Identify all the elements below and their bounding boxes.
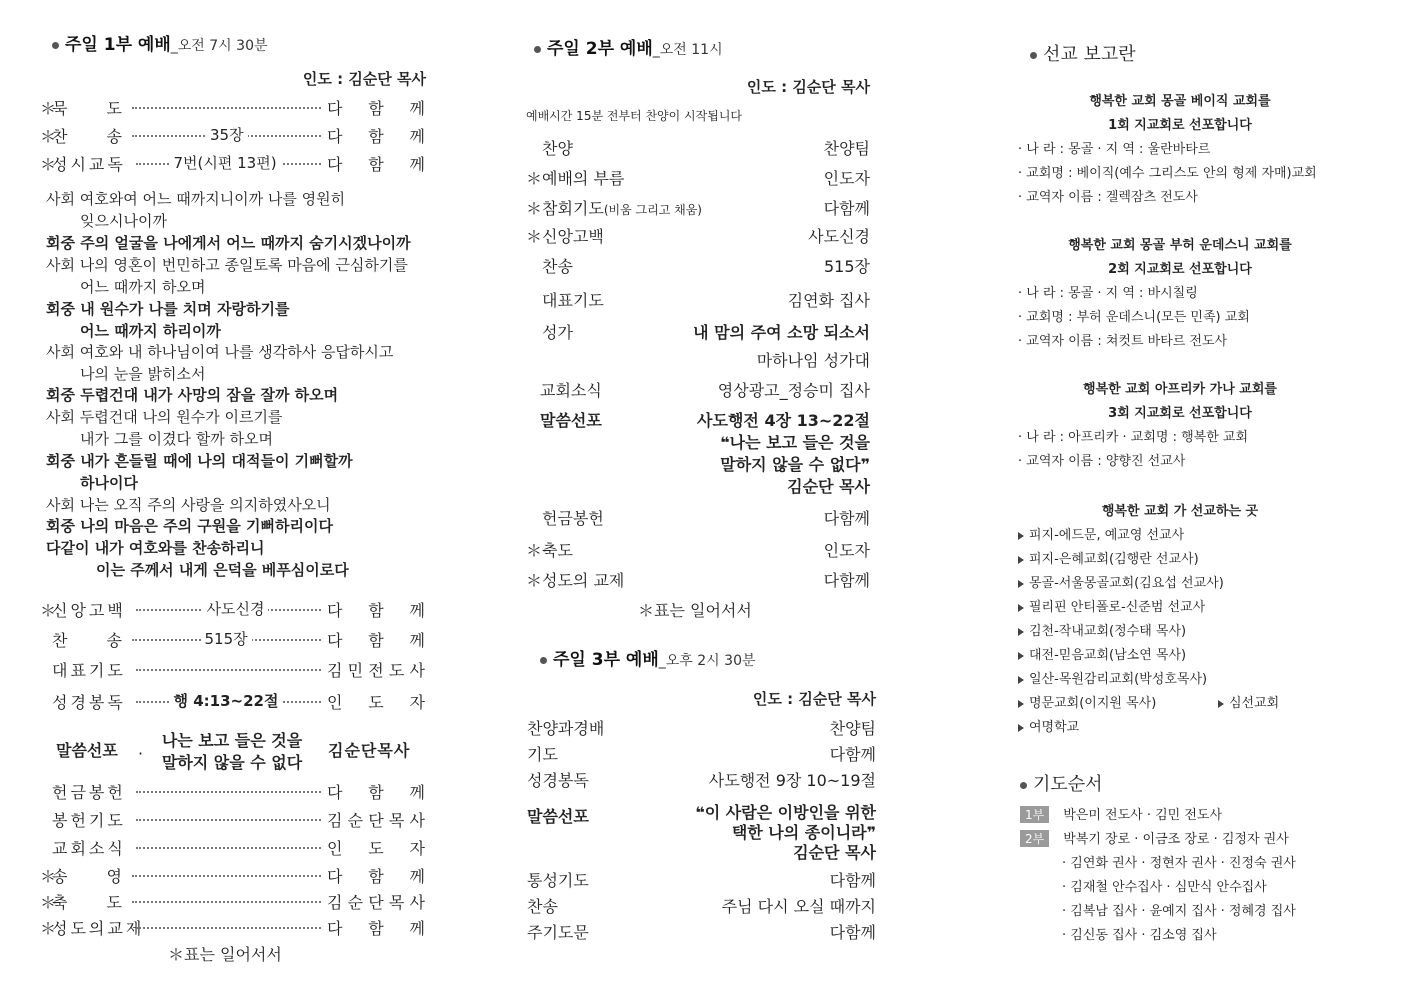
star-mark: ＊ xyxy=(526,571,543,590)
order-row xyxy=(40,836,425,858)
mission-place-text: 명문교회(이지원 목사) xyxy=(1029,696,1157,711)
star-mark: ＊ xyxy=(40,601,57,620)
order-responsible: 다함께 xyxy=(823,571,870,590)
service2-title: 주일 2부 예배 xyxy=(547,39,653,59)
order-label-text: 성도의 교제 xyxy=(542,571,625,590)
mission-block-line: · 교회명 : 부허 운데스니(모든 민족) 교회 xyxy=(1018,310,1250,325)
order-label: 성시교독 xyxy=(52,155,126,174)
service2-note: 예배시간 15분 전부터 찬양이 시작됩니다 xyxy=(526,109,743,123)
service2-leader: 인도 : 김순단 목사 xyxy=(746,78,870,96)
mission-block-subheading: 3회 지교회로 선포합니다 xyxy=(1108,406,1252,421)
service3-leader: 인도 : 김순단 목사 xyxy=(752,690,876,708)
prayer-badge-2: 2부 xyxy=(1020,830,1049,847)
service3-time: _오후 2시 30분 xyxy=(658,653,756,669)
order-responsible: 인도자 xyxy=(823,541,870,560)
responsive-line: 사회 여호와 내 하나님이여 나를 생각하사 응답하시고 xyxy=(46,343,394,361)
order-responsible-char: 께 xyxy=(409,867,425,886)
order-label: 찬송 xyxy=(527,897,558,916)
order-responsible-char: 단 xyxy=(368,811,384,830)
star-mark: ＊ xyxy=(526,199,543,218)
mission-place-item xyxy=(1018,596,1205,615)
star-mark: ＊ xyxy=(40,155,57,174)
order-row xyxy=(40,890,425,912)
triangle-bullet-icon xyxy=(1018,700,1024,708)
order-label xyxy=(542,196,702,219)
service2-time: _오전 11시 xyxy=(652,42,723,58)
order-responsible: 사도신경 xyxy=(808,227,870,246)
mission-place-item xyxy=(1018,644,1186,663)
order-responsible xyxy=(327,780,425,803)
mission-column xyxy=(1000,0,1403,992)
order-detail: 515장 xyxy=(201,628,252,649)
responsive-line: 나의 눈을 밝히소서 xyxy=(80,365,206,383)
order-label xyxy=(542,288,604,311)
responsive-line: 회중 내 원수가 나를 치며 자랑하기를 xyxy=(46,300,290,318)
order-responsible-char: 자 xyxy=(409,839,425,858)
service1-sermon-title-2: 말하지 않을 수 없다 xyxy=(161,753,303,772)
order-responsible-char: 순 xyxy=(347,893,364,912)
order-responsible-char: 자 xyxy=(409,693,425,712)
mission-places-heading: 행복한 교회 가 선교하는 곳 xyxy=(1101,504,1259,519)
mission-place-text: 김천-작내교회(정수태 목사) xyxy=(1029,624,1187,639)
order-responsible-char: 도 xyxy=(368,693,384,712)
service3-heading xyxy=(540,645,756,670)
order-label: 주기도문 xyxy=(527,923,589,942)
order-responsible-char: 다 xyxy=(327,867,343,886)
order-label: 봉헌기도 xyxy=(52,811,126,830)
mission-block-heading: 행복한 교회 몽골 베이직 교회를 xyxy=(1089,94,1271,109)
prayer-more-line: · 김연화 권사 · 정현자 권사 · 진정숙 권사 xyxy=(1062,856,1296,871)
order-label: 기도 xyxy=(527,745,558,764)
order-responsible: 다함께 xyxy=(823,509,870,528)
mission-block-line: · 교역자 이름 : 겔렉잠츠 전도사 xyxy=(1018,190,1198,205)
order-responsible: 다함께 xyxy=(829,745,876,764)
dot-leader xyxy=(136,847,321,849)
order-detail: 35장 xyxy=(206,124,248,145)
order-label: 성도의교제 xyxy=(52,919,145,938)
prayer-more-line: · 김복남 집사 · 윤예지 집사 · 정혜경 집사 xyxy=(1062,904,1296,919)
star-mark: ＊ xyxy=(526,541,543,560)
mission-place-item xyxy=(1018,716,1079,735)
order-responsible xyxy=(327,96,425,119)
order-responsible-char: 께 xyxy=(409,155,425,174)
order-responsible-char: 께 xyxy=(409,127,425,146)
order-responsible-char: 인 xyxy=(327,839,343,858)
prayer-row-1: 1부 박은미 전도사 · 김민 전도사 xyxy=(1020,804,1222,823)
mission-place-item xyxy=(1018,620,1186,639)
mission-place-item xyxy=(1018,548,1199,567)
triangle-bullet-icon xyxy=(1218,700,1224,708)
mission-block-line: · 나 라 : 아프리카 · 교회명 : 행복한 교회 xyxy=(1018,430,1249,445)
mission-block-heading: 행복한 교회 아프리카 가나 교회를 xyxy=(1083,382,1277,397)
mission-place-item xyxy=(1018,524,1184,543)
order-responsible-char: 김 xyxy=(327,661,343,680)
order-responsible-char: 함 xyxy=(368,99,384,118)
triangle-bullet-icon xyxy=(1018,532,1024,540)
responsive-line: 하나이다 xyxy=(80,474,138,492)
mission-block-heading: 행복한 교회 몽골 부허 운데스니 교회를 xyxy=(1068,238,1292,253)
bullet-icon xyxy=(52,42,59,49)
responsive-line: 어느 때까지 하리이까 xyxy=(80,322,221,340)
order-label-text: 축도 xyxy=(542,541,573,560)
service2-stand-note: ＊표는 일어서서 xyxy=(638,601,752,620)
service2-sermon-title-2: 말하지 않을 수 없다❞ xyxy=(720,455,870,474)
mission-title: 선교 보고란 xyxy=(1043,44,1136,65)
service2-heading xyxy=(534,34,723,59)
responsive-line: 사회 나는 오직 주의 사랑을 의지하였사오니 xyxy=(46,496,331,514)
order-label-text: 참회기도 xyxy=(542,199,604,218)
order-responsible xyxy=(327,124,425,147)
order-responsible-char: 순 xyxy=(347,811,364,830)
dot-leader xyxy=(132,901,321,903)
service1-heading xyxy=(52,30,268,55)
service3-sermon-label: 말씀선포 xyxy=(527,807,589,826)
mission-block-line: · 나 라 : 몽골 · 지 역 : 울란바타르 xyxy=(1018,142,1211,157)
order-label: 성경봉독 xyxy=(52,693,126,712)
order-responsible: 515장 xyxy=(824,257,870,276)
order-responsible-char: 사 xyxy=(409,893,425,912)
triangle-bullet-icon xyxy=(1018,580,1024,588)
order-responsible-char: 함 xyxy=(368,127,384,146)
order-label: 송 영 xyxy=(52,867,122,886)
order-responsible-char: 함 xyxy=(368,919,384,938)
order-row xyxy=(40,598,425,620)
star-mark: ＊ xyxy=(40,867,57,886)
service2-sermon-ref: 사도행전 4장 13~22절 xyxy=(697,411,870,430)
star-mark: ＊ xyxy=(40,919,57,938)
order-responsible-char: 다 xyxy=(327,127,343,146)
order-responsible: 찬양팀 xyxy=(823,139,870,158)
mission-place-text: 일산-목원감리교회(박성호목사) xyxy=(1029,672,1208,687)
bullet-icon xyxy=(540,657,547,664)
order-responsible: 다함께 xyxy=(829,923,876,942)
order-responsible-char: 도 xyxy=(388,661,405,680)
responsive-line: 회중 내가 흔들릴 때에 나의 대적들이 기뻐할까 xyxy=(46,452,353,470)
triangle-bullet-icon xyxy=(1018,604,1024,612)
order-label-text: 헌금봉헌 xyxy=(542,509,604,528)
triangle-bullet-icon xyxy=(1018,628,1024,636)
prayer-heading xyxy=(1020,770,1103,796)
order-responsible-char: 함 xyxy=(368,601,384,620)
order-responsible xyxy=(327,628,425,651)
mission-block-line: · 교회명 : 베이직(예수 그리스도 안의 형제 자매)교회 xyxy=(1018,166,1317,181)
order-row xyxy=(40,864,425,886)
order-responsible-char: 다 xyxy=(327,919,343,938)
order-responsible xyxy=(327,808,425,831)
order-responsible xyxy=(327,152,425,175)
prayer-title: 기도순서 xyxy=(1033,774,1103,795)
mission-place-text: 필리핀 안티폴로-신준범 선교사 xyxy=(1029,600,1206,615)
order-responsible-char: 목 xyxy=(388,893,405,912)
responsive-line: 잊으시나이까 xyxy=(80,212,167,230)
service1-title: 주일 1부 예배 xyxy=(65,35,171,55)
responsive-line: 이는 주께서 내게 은덕을 베푸심이로다 xyxy=(96,561,349,579)
order-responsible-char: 께 xyxy=(409,99,425,118)
triangle-bullet-icon xyxy=(1018,652,1024,660)
order-responsible-char: 민 xyxy=(347,661,364,680)
order-label: 대표기도 xyxy=(52,661,126,680)
order-responsible: 내 맘의 주여 소망 되소서 xyxy=(693,323,870,342)
order-label xyxy=(542,538,573,561)
order-responsible: 인도자 xyxy=(823,169,870,188)
order-label xyxy=(542,320,573,343)
order-row xyxy=(40,916,425,938)
service1-column xyxy=(0,0,450,992)
mission-place-item xyxy=(1018,668,1207,687)
order-responsible-char: 함 xyxy=(368,867,384,886)
order-responsible-char: 함 xyxy=(368,155,384,174)
order-responsible xyxy=(327,690,425,713)
order-responsible-char: 께 xyxy=(409,601,425,620)
bullet-icon xyxy=(534,46,541,53)
order-label-text: 대표기도 xyxy=(542,291,604,310)
order-responsible-char: 께 xyxy=(409,631,425,650)
order-responsible-char: 인 xyxy=(327,693,343,712)
order-responsible xyxy=(327,598,425,621)
responsive-line: 다같이 내가 여호와를 찬송하리니 xyxy=(46,539,265,557)
order-label xyxy=(542,224,604,247)
order-label: 축 도 xyxy=(52,893,122,912)
mission-place-text: 피지-은혜교회(김행란 선교사) xyxy=(1029,552,1199,567)
service1-leader: 인도 : 김순단 목사 xyxy=(302,70,426,88)
order-row xyxy=(40,690,425,712)
order-label: 신앙고백 xyxy=(52,601,126,620)
order-row xyxy=(40,124,425,146)
mission-place-text: 여명학교 xyxy=(1029,720,1080,735)
mission-block-subheading: 2회 지교회로 선포합니다 xyxy=(1108,262,1252,277)
mission-block-line: · 나 라 : 몽골 · 지 역 : 바시칠링 xyxy=(1018,286,1198,301)
star-mark: ＊ xyxy=(526,169,543,188)
service3-sermon-title-1: ❝이 사람은 이방인을 위한 xyxy=(695,803,876,822)
responsive-line: 사회 두렵건대 나의 원수가 이르기를 xyxy=(46,408,283,426)
triangle-bullet-icon xyxy=(1018,724,1024,732)
service1-sermon-label: 말씀선포 xyxy=(56,741,118,760)
order-responsible-char: 께 xyxy=(409,783,425,802)
order-row xyxy=(40,780,425,802)
star-mark: ＊ xyxy=(40,893,57,912)
order-row xyxy=(40,152,425,174)
order-detail: 행 4:13~22절 xyxy=(170,690,283,711)
order-label-text: 찬송 xyxy=(542,257,573,276)
order-responsible xyxy=(327,836,425,859)
order-label: 헌금봉헌 xyxy=(52,783,126,802)
order-label xyxy=(542,166,624,189)
order-responsible-char: 다 xyxy=(327,601,343,620)
order-row xyxy=(40,96,425,118)
prayer-more-line: · 김신동 집사 · 김소영 집사 xyxy=(1062,928,1217,943)
order-responsible: 주님 다시 오실 때까지 xyxy=(721,897,876,916)
order-responsible-char: 김 xyxy=(327,811,343,830)
order-label xyxy=(542,506,604,529)
order-responsible: 김연화 집사 xyxy=(787,291,870,310)
order-responsible-char: 김 xyxy=(327,893,343,912)
service2-sermon-label: 말씀선포 xyxy=(540,411,602,430)
prayer-more-line: · 김재철 안수집사 · 심만식 안수집사 xyxy=(1062,880,1267,895)
dot-leader xyxy=(136,927,321,929)
prayer-row-2: 2부 박복기 장로 · 이금조 장로 · 김정자 권사 xyxy=(1020,828,1289,847)
dot-leader xyxy=(136,791,321,793)
dot-leader xyxy=(136,819,321,821)
order-responsible-char: 다 xyxy=(327,631,343,650)
service3-title: 주일 3부 예배 xyxy=(553,650,659,670)
order-responsible xyxy=(327,890,425,913)
order-label: 묵 도 xyxy=(52,99,122,118)
order-label: 성경봉독 xyxy=(527,771,589,790)
star-mark: ＊ xyxy=(40,99,57,118)
order-detail: 7번(시편 13편) xyxy=(170,152,281,173)
bullet-icon xyxy=(1020,782,1027,789)
bullet-icon xyxy=(1030,52,1037,59)
order-label: 찬양과경배 xyxy=(527,719,605,738)
order-label-note: (비움 그리고 채움) xyxy=(603,203,702,217)
mission-place-text: 대전-믿음교회(남소연 목사) xyxy=(1029,648,1187,663)
mission-block-subheading: 1회 지교회로 선포합니다 xyxy=(1108,118,1252,133)
mission-place-item xyxy=(1018,692,1156,711)
order-label: 찬 송 xyxy=(52,631,122,650)
service2-sermon-title-1: ❝나는 보고 들은 것을 xyxy=(720,433,870,452)
responsive-line: 내가 그를 이겼다 할까 하오며 xyxy=(80,430,273,448)
service2-choir: 마하나임 성가대 xyxy=(756,351,870,370)
service2-news-value: 영상광고_정승미 집사 xyxy=(717,381,870,400)
responsive-line: 사회 여호와여 어느 때까지니이까 나를 영원히 xyxy=(46,190,346,208)
order-label: 찬 송 xyxy=(52,127,122,146)
order-responsible-char: 께 xyxy=(409,919,425,938)
responsive-line: 회중 두렵건대 내가 사망의 잠을 잘까 하오며 xyxy=(46,386,339,404)
order-responsible-char: 다 xyxy=(327,155,343,174)
order-responsible xyxy=(327,864,425,887)
order-label: 통성기도 xyxy=(527,871,589,890)
order-responsible: 찬양팀 xyxy=(829,719,876,738)
responsive-line: 사회 나의 영혼이 번민하고 종일토록 마음에 근심하기를 xyxy=(46,256,408,274)
order-responsible-char: 도 xyxy=(368,839,384,858)
order-responsible-char: 다 xyxy=(327,783,343,802)
order-label xyxy=(542,254,573,277)
order-row xyxy=(40,808,425,830)
triangle-bullet-icon xyxy=(1018,676,1024,684)
order-responsible-char: 전 xyxy=(368,661,384,680)
order-responsible-char: 사 xyxy=(409,811,425,830)
order-label-text: 찬양 xyxy=(542,139,573,158)
mission-place-text: 피지-에드문, 예교영 선교사 xyxy=(1029,528,1185,543)
order-responsible-char: 함 xyxy=(368,783,384,802)
order-responsible-char: 단 xyxy=(368,893,384,912)
service3-sermon-preacher: 김순단 목사 xyxy=(793,843,876,862)
order-label xyxy=(542,136,573,159)
dot-leader xyxy=(132,107,321,109)
mission-place-text: 몽골-서울몽골교회(김요섭 선교사) xyxy=(1029,576,1224,591)
order-label: 교회소식 xyxy=(52,839,126,858)
order-responsible-char: 함 xyxy=(368,631,384,650)
mission-block-line: · 교역자 이름 : 쳐컷트 바타르 전도사 xyxy=(1018,334,1228,349)
prayer-badge-1: 1부 xyxy=(1020,806,1049,823)
order-responsible xyxy=(327,916,425,939)
mission-block-line: · 교역자 이름 : 양향진 선교사 xyxy=(1018,454,1186,469)
order-row xyxy=(40,628,425,650)
service1-sermon-title-1: 나는 보고 들은 것을 xyxy=(161,731,303,750)
triangle-bullet-icon xyxy=(1018,556,1024,564)
responsive-line: 어느 때까지 하오며 xyxy=(80,278,206,296)
order-responsible: 다함께 xyxy=(829,871,876,890)
service1-time: _오전 7시 30분 xyxy=(170,38,268,54)
order-responsible: 사도행전 9장 10~19절 xyxy=(708,771,876,790)
order-responsible xyxy=(327,658,425,681)
service2-column xyxy=(500,0,900,992)
order-label-text: 신앙고백 xyxy=(542,227,604,246)
dot-leader xyxy=(136,669,321,671)
dot-leader xyxy=(132,875,321,877)
order-detail: 사도신경 xyxy=(203,598,269,619)
mission-place-extra: 심선교회 xyxy=(1218,692,1279,711)
service1-sermon-preacher: 김순단목사 xyxy=(328,741,411,760)
star-mark: ＊ xyxy=(40,127,57,146)
star-mark: ＊ xyxy=(526,227,543,246)
order-responsible-char: 다 xyxy=(327,99,343,118)
order-row xyxy=(40,658,425,680)
order-responsible-char: 사 xyxy=(409,661,425,680)
order-label xyxy=(542,568,624,591)
service3-sermon-title-2: 택한 나의 종이니라❞ xyxy=(731,823,876,842)
order-responsible-char: 목 xyxy=(388,811,405,830)
mission-place-item xyxy=(1018,572,1224,591)
responsive-line: 회중 주의 얼굴을 나에게서 어느 때까지 숨기시겠나이까 xyxy=(46,234,411,252)
middle-dot: · xyxy=(138,744,144,763)
order-responsible: 다함께 xyxy=(823,199,870,218)
order-label-text: 성가 xyxy=(542,323,573,342)
order-label-text: 예배의 부름 xyxy=(542,169,625,188)
service2-sermon-preacher: 김순단 목사 xyxy=(787,477,870,496)
responsive-line: 회중 나의 마음은 주의 구원을 기뻐하리이다 xyxy=(46,517,333,535)
service1-stand-note: ＊표는 일어서서 xyxy=(168,945,282,964)
mission-heading xyxy=(1030,40,1136,66)
service2-news-label: 교회소식 xyxy=(540,381,602,400)
